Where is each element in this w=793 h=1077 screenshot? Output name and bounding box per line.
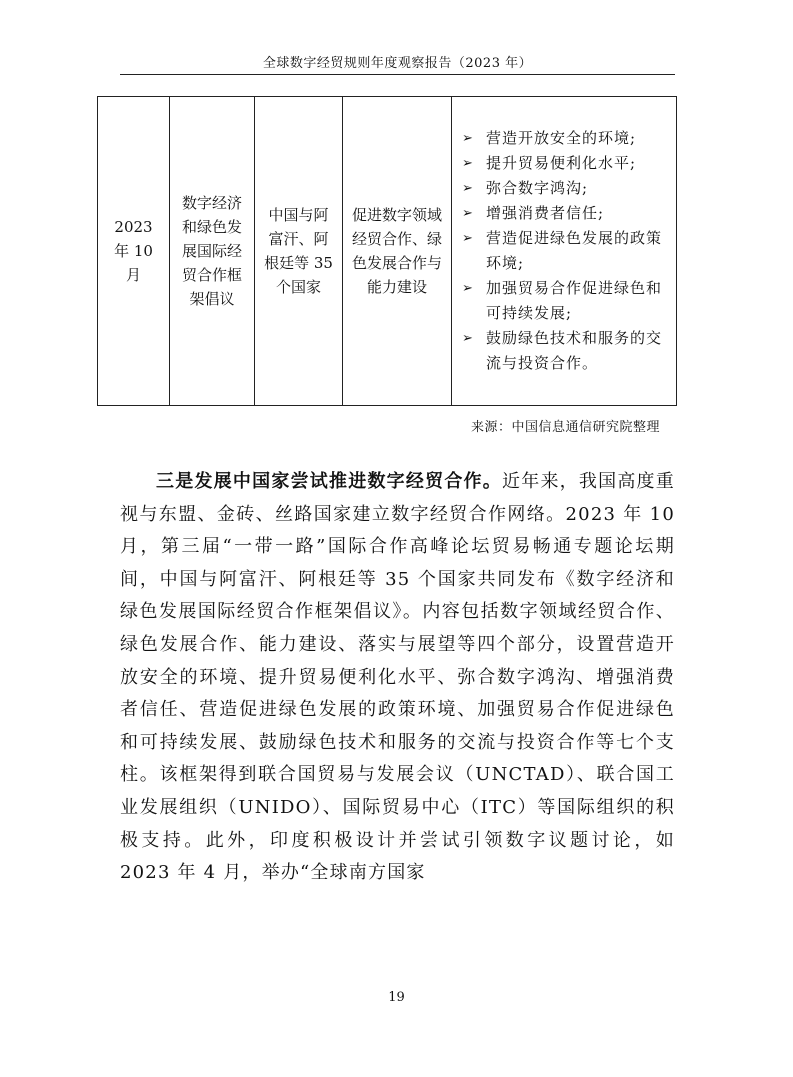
measure-list	[458, 126, 668, 376]
arrow-bullet-icon: ➢	[462, 331, 474, 346]
initiative-name-cell: 数字经济和绿色发展国际经贸合作框架倡议	[170, 97, 255, 406]
scope-cell: 促进数字领域经贸合作、绿色发展合作与能力建设	[343, 97, 452, 406]
arrow-bullet-icon: ➢	[462, 281, 474, 296]
parties-cell: 中国与阿富汗、阿根廷等 35 个国家	[255, 97, 343, 406]
measures-cell	[452, 97, 677, 406]
paragraph-lead: 三是发展中国家尝试推进数字经贸合作。	[156, 471, 502, 492]
list-item: ➢ 提升贸易便利化水平;	[458, 151, 668, 176]
body-paragraph	[120, 466, 675, 890]
list-item: ➢ 弥合数字鸿沟;	[458, 176, 668, 201]
date-cell: 2023 年 10 月	[98, 97, 170, 406]
arrow-bullet-icon: ➢	[462, 181, 474, 196]
list-item: ➢ 增强消费者信任;	[458, 201, 668, 226]
arrow-bullet-icon: ➢	[462, 206, 474, 221]
list-item: ➢ 营造开放安全的环境;	[458, 126, 668, 151]
running-header: 全球数字经贸规则年度观察报告（2023 年）	[262, 56, 533, 71]
list-item: ➢ 鼓励绿色技术和服务的交流与投资合作。	[458, 326, 668, 376]
arrow-bullet-icon: ➢	[462, 131, 474, 146]
list-item: ➢ 加强贸易合作促进绿色和可持续发展;	[458, 276, 668, 326]
arrow-bullet-icon: ➢	[462, 231, 474, 246]
list-item: ➢ 营造促进绿色发展的政策环境;	[458, 226, 668, 276]
initiative-table	[97, 96, 677, 406]
paragraph-text: 近年来，我国高度重视与东盟、金砖、丝路国家建立数字经贸合作网络。2023 年 10 月，第三届“一带一路”国际合作高峰论坛贸易畅通专题论坛期间，中国与阿富汗、阿根廷等 35 个国家共同发布《数字经济和绿色发展国际经贸合作框架倡议》。内容包括数字领域经贸合作、绿色发展合作、能力建设、落实与展望等四个部分，设置营造开放安全的环境、提升贸易便利化水平、弥合数字鸿沟、增强消费者信任、营造促进绿色发展的政策环境、加强贸易合作促进绿色和可持续发展、鼓励绿色技术和服务的交流与投资合作等七个支柱。该框架得到联合国贸易与发展会议（UNCTAD）、联合国工业发展组织（UNIDO）、国际贸易中心（ITC）等国际组织的积极支持。此外，印度积极设计并尝试引领数字议题讨论，如 2023 年 4 月，举办“全球南方国家	[120, 471, 675, 884]
page-number: 19	[388, 990, 405, 1005]
table-source-note: 来源：中国信息通信研究院整理	[470, 420, 660, 435]
arrow-bullet-icon: ➢	[462, 156, 474, 171]
table-row	[98, 97, 677, 406]
header-divider	[120, 74, 675, 75]
